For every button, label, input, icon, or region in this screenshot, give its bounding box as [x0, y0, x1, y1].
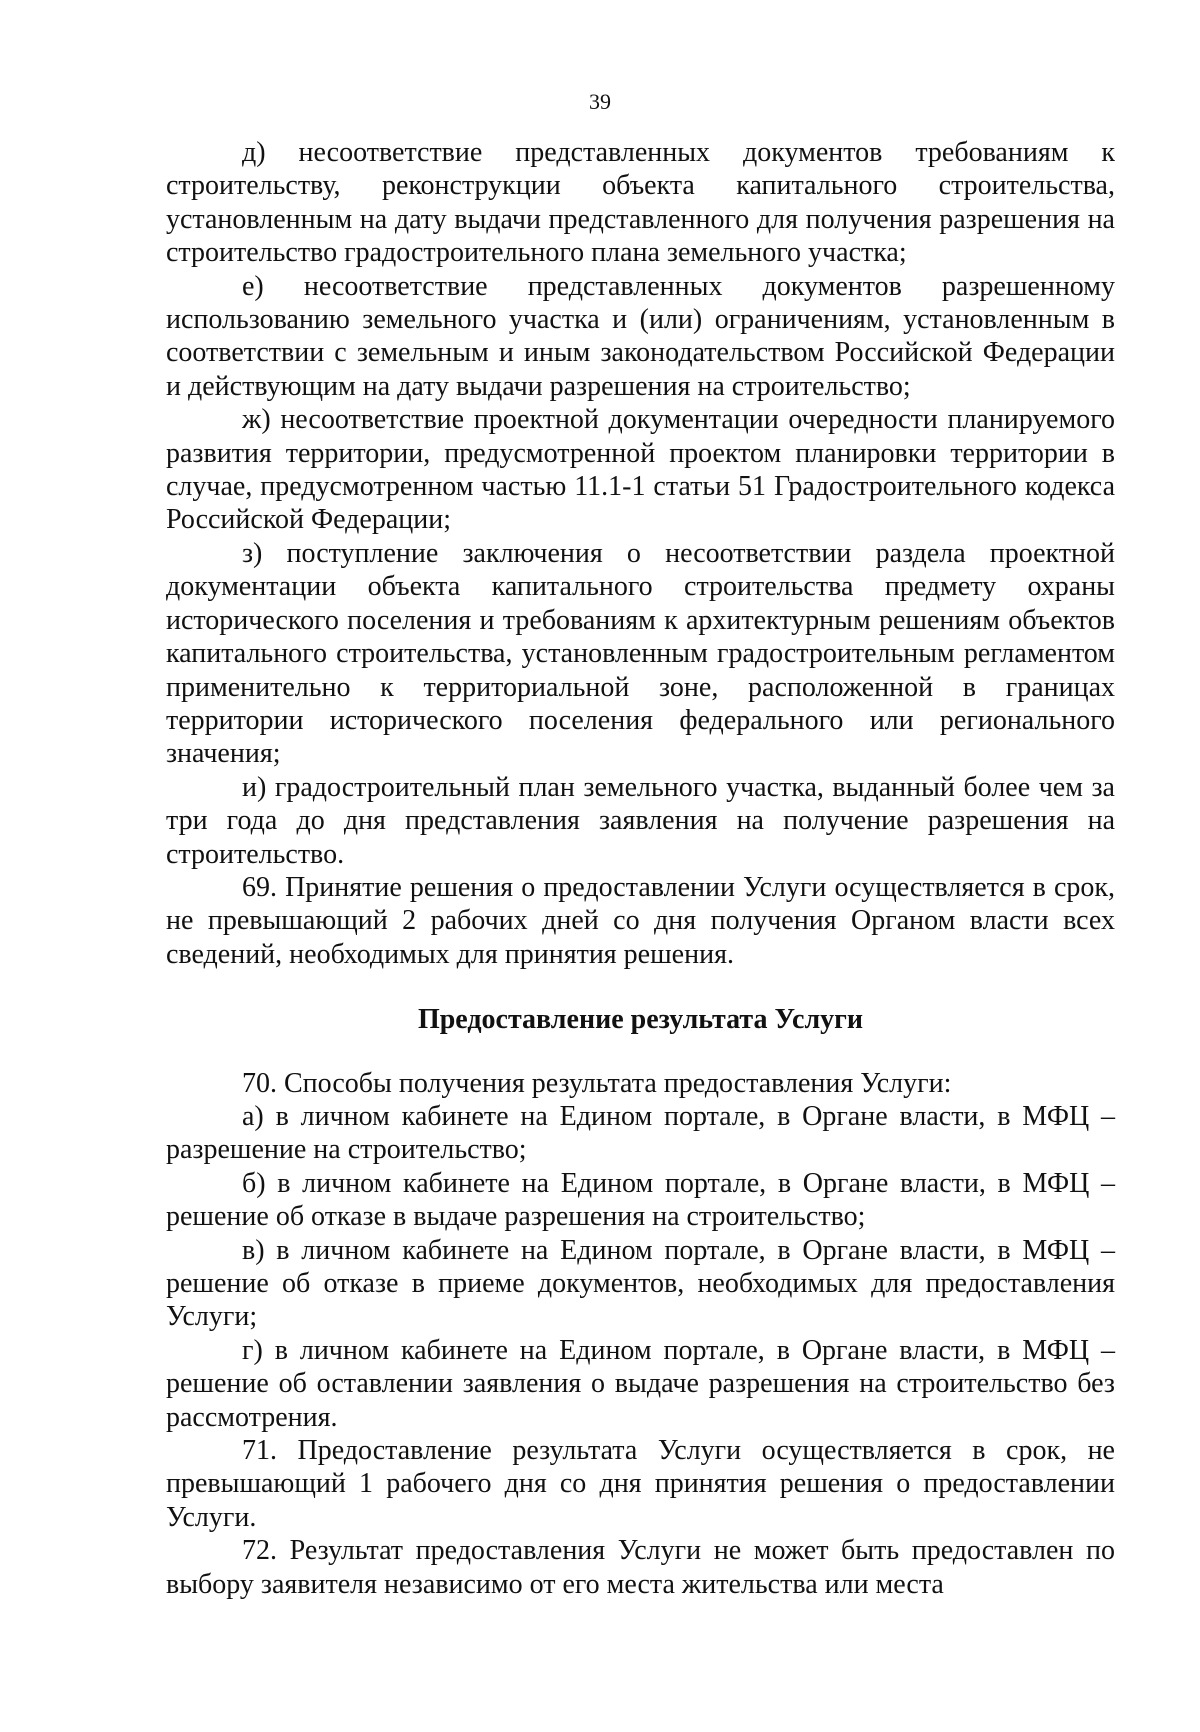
paragraph-e: е) несоответствие представленных документов разрешенному использованию земельного участка и (или) ограничениям, установленным в соответствии с земельным и иным законодательством Российской Федерации и действующим на дату выдачи разрешения на строительство;	[166, 270, 1115, 402]
document-body	[166, 136, 1115, 1601]
paragraph-d: д) несоответствие представленных документов требованиям к строительству, реконструкции объекта капитального строительства, установленным на дату выдачи представленного для получения разрешения на строительство градостроительного плана земельного участка;	[166, 137, 1115, 269]
paragraph-70g: г) в личном кабинете на Едином портале, в Органе власти, в МФЦ – решение об оставлении заявления о выдаче разрешения на строительство без рассмотрения.	[166, 1334, 1115, 1433]
paragraph-70: 70. Способы получения результата предоставления Услуги:	[242, 1067, 952, 1099]
paragraph-70v: в) в личном кабинете на Едином портале, в Органе власти, в МФЦ – решение об отказе в приеме документов, необходимых для предоставления Услуги;	[166, 1234, 1115, 1333]
paragraph-zh: ж) несоответствие проектной документации очередности планируемого развития территории, предусмотренной проектом планировки территории в случае, предусмотренном частью 11.1-1 статьи 51 Градостроительного кодекса Российской Федерации;	[166, 404, 1115, 536]
paragraph-70b: б) в личном кабинете на Едином портале, в Органе власти, в МФЦ – решение об отказе в выдаче разрешения на строительство;	[166, 1167, 1115, 1233]
paragraph-i: и) градостроительный план земельного участка, выданный более чем за три года до дня представления заявления на получение разрешения на строительство.	[166, 771, 1115, 870]
paragraph-72: 72. Результат предоставления Услуги не может быть предоставлен по выбору заявителя независимо от его места жительства или места	[166, 1535, 1115, 1600]
section-heading: Предоставление результата Услуги	[417, 1004, 864, 1036]
paragraph-z: з) поступление заключения о несоответствии раздела проектной документации объекта капитального строительства предмету охраны исторического поселения и требованиям к архитектурным решениям объектов капитального строительства, установленным градостроительным регламентом применительно к территориальной зоне, расположенной в границах территории исторического поселения федерального или регионального значения;	[166, 537, 1115, 770]
paragraph-71: 71. Предоставление результата Услуги осуществляется в срок, не превышающий 1 рабочего дня со дня принятия решения о предоставлении Услуги.	[166, 1435, 1115, 1533]
paragraph-69: 69. Принятие решения о предоставлении Услуги осуществляется в срок, не превышающий 2 рабочих дней со дня получения Органом власти всех сведений, необходимых для принятия решения.	[166, 871, 1115, 970]
page-number: 39	[589, 89, 611, 114]
paragraph-70a: а) в личном кабинете на Едином портале, в Органе власти, в МФЦ – разрешение на строительство;	[166, 1100, 1115, 1166]
